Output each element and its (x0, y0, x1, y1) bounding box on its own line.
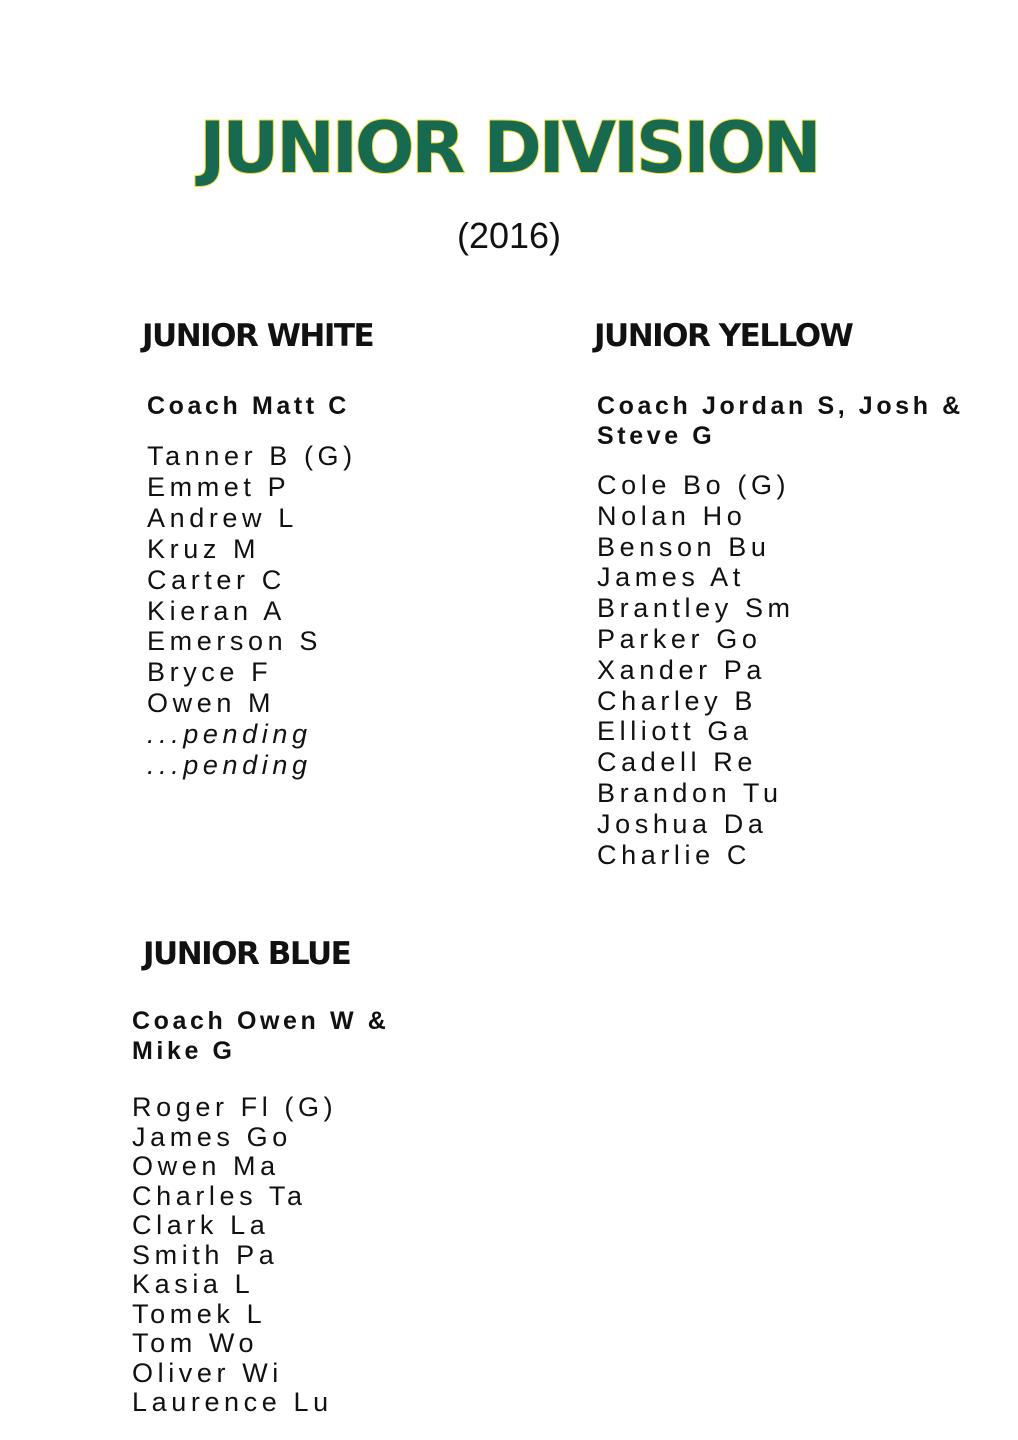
player-item: Carter C (147, 564, 286, 595)
player-item: Brantley Sm (597, 593, 795, 624)
team-section-junior-blue (132, 934, 390, 1417)
page-title: JUNIOR DIVISION (199, 107, 819, 189)
team-name: JUNIOR WHITE (142, 318, 374, 354)
player-list (132, 1093, 337, 1418)
player-item: Kasia L (132, 1269, 255, 1299)
team-name: JUNIOR BLUE (143, 936, 351, 972)
player-item: Kruz M (147, 533, 261, 564)
player-item: Cadell Re (597, 747, 757, 778)
player-item: Clark La (132, 1210, 270, 1240)
player-item: Owen M (147, 688, 276, 719)
pending-player-item: ...pending (147, 719, 312, 750)
team-name: JUNIOR YELLOW (594, 318, 853, 354)
player-item: Charley B (597, 685, 757, 716)
coach-label: Coach Matt C (147, 392, 350, 420)
player-item: James Go (132, 1121, 292, 1152)
player-item: Laurence Lu (132, 1387, 333, 1417)
player-list (597, 470, 795, 870)
player-item: Smith Pa (132, 1239, 279, 1270)
player-item: Emmet P (147, 471, 291, 502)
player-item: Charlie C (597, 839, 751, 870)
team-section-junior-yellow (594, 316, 964, 870)
player-item: Parker Go (597, 623, 762, 654)
player-item: Tom Wo (132, 1328, 259, 1358)
page-year: (2016) (456, 215, 562, 256)
player-item: Charles Ta (132, 1180, 307, 1211)
player-item: Roger Fl (G) (132, 1092, 338, 1122)
pending-player-item: ...pending (147, 750, 312, 781)
player-item: Joshua Da (597, 808, 768, 839)
player-item: Kieran A (147, 595, 286, 626)
player-item: James At (597, 562, 745, 593)
player-item: Oliver Wi (132, 1357, 283, 1388)
player-list (147, 441, 357, 781)
player-item: Tomek L (132, 1298, 267, 1329)
player-item: Andrew L (147, 502, 298, 533)
player-item: Bryce F (147, 657, 273, 688)
team-section-junior-white (142, 316, 374, 781)
coach-label: Coach Jordan S, Josh & Steve G (597, 392, 964, 450)
player-item: Owen Ma (132, 1151, 280, 1181)
player-item: Emerson S (147, 626, 322, 657)
player-item: Tanner B (G) (147, 441, 357, 471)
player-item: Xander Pa (597, 654, 766, 685)
coach-label: Coach Owen W & Mike G (132, 1007, 390, 1065)
player-item: Brandon Tu (597, 777, 783, 808)
player-item: Cole Bo (G) (597, 470, 791, 500)
player-item: Benson Bu (597, 531, 771, 562)
player-item: Elliott Ga (597, 716, 753, 747)
player-item: Nolan Ho (597, 500, 747, 531)
